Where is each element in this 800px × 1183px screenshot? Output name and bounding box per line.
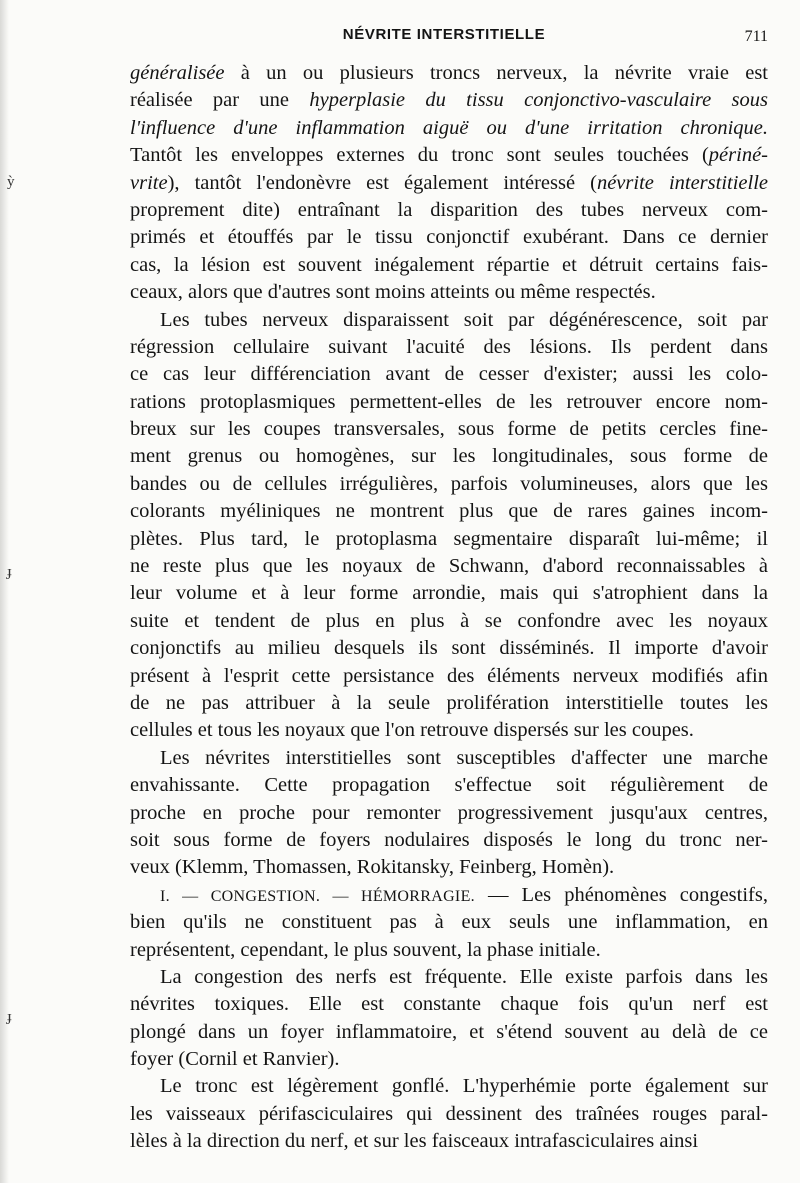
text-line (130, 142, 768, 169)
text-line (130, 389, 768, 416)
text-run: ), tantôt l'endonèvre est également intéressé ( (167, 171, 597, 194)
margin-mark: ɟ (7, 564, 12, 580)
section-heading: I. — CONGESTION. — HÉMORRAGIE. (160, 887, 475, 905)
text-line (130, 909, 768, 936)
text-line (130, 1046, 768, 1073)
text-line (130, 1019, 768, 1046)
text-run: Les névrites interstitielles sont susceptibles d'affecter une marche (160, 746, 768, 769)
text-run: foyer (Cornil et Ranvier). (130, 1048, 340, 1071)
text-run: cas, la lésion est souvent inégalement répartie et détruit certains fais- (130, 253, 768, 276)
text-line (130, 60, 768, 87)
text-line (130, 580, 768, 607)
text-line (130, 937, 768, 964)
text-line (130, 443, 768, 470)
text-line (130, 361, 768, 388)
text-run: proche en proche pour remonter progressivement jusqu'aux centres, (130, 801, 768, 824)
text-run: suite et tendent de plus en plus à se confondre avec les noyaux (130, 609, 768, 632)
text-run: représentent, cependant, le plus souvent, la phase initiale. (130, 938, 601, 961)
text-run: bandes ou de cellules irrégulières, parfois volumineuses, alors que les (130, 472, 768, 495)
text-line (130, 334, 768, 361)
body-text (130, 60, 768, 1156)
running-title: NÉVRITE INTERSTITIELLE (342, 26, 546, 43)
text-run: à un ou plusieurs troncs nerveux, la névrite vraie est (224, 62, 768, 84)
text-run: de ne pas attribuer à la seule prolifération interstitielle toutes les (130, 691, 768, 714)
margin-mark: ỳ (7, 174, 15, 190)
text-line (130, 827, 768, 854)
text-run: rations protoplasmiques permettent-elles de les retrouver encore nom- (130, 390, 768, 413)
text-line (130, 882, 768, 909)
text-run: ce cas leur différenciation avant de cesser d'exister; aussi les colo- (130, 363, 768, 386)
text-line (130, 224, 768, 251)
text-run: veux (Klemm, Thomassen, Rokitansky, Feinberg, Homèn). (130, 856, 615, 879)
text-line (130, 170, 768, 197)
text-run: Les tubes nerveux disparaissent soit par dégénérescence, soit par (160, 308, 768, 331)
text-line (130, 87, 768, 114)
running-header (120, 24, 768, 48)
text-run: réalisée par une (130, 89, 310, 112)
text-run: — Les phénomènes congestifs, (474, 883, 768, 906)
text-line (130, 991, 768, 1018)
text-run: primés et étouffés par le tissu conjonctif exubérant. Dans ce dernier (130, 226, 768, 249)
italic-run: périné- (708, 144, 768, 167)
text-line (130, 690, 768, 717)
text-line (130, 745, 768, 772)
text-line (130, 252, 768, 279)
text-run: régression cellulaire suivant l'acuité des lésions. Ils perdent dans (130, 335, 768, 358)
text-run: envahissante. Cette propagation s'effectue soit régulièrement de (130, 774, 768, 797)
italic-run: généralisée (130, 62, 225, 84)
text-line (130, 663, 768, 690)
italic-run: vrite (130, 171, 168, 194)
italic-run: l'influence d'une inflammation aiguë ou d'une irritation chronique. (130, 116, 768, 139)
text-run: proprement dite) entraînant la disparition des tubes nerveux com- (130, 198, 768, 221)
text-run: ment grenus ou homogènes, sur les longitudinales, sous forme de (130, 445, 768, 468)
text-line (130, 800, 768, 827)
text-run: présent à l'esprit cette persistance des éléments nerveux modifiés afin (130, 664, 768, 687)
text-run: bien qu'ils ne constituent pas à eux seuls une inflammation, en (130, 911, 768, 934)
text-run: lèles à la direction du nerf, et sur les faisceaux intrafasciculaires ainsi (130, 1130, 699, 1153)
text-run: plètes. Plus tard, le protoplasma segmentaire disparaît lui-même; il (130, 527, 768, 550)
text-run: cellules et tous les noyaux que l'on retrouve dispersés sur les coupes. (130, 719, 694, 742)
text-run: plongé dans un foyer inflammatoire, et s'étend souvent au delà de ce (130, 1020, 768, 1043)
page-number: 711 (744, 28, 768, 45)
text-run: les vaisseaux périfasciculaires qui dessinent des traînées rouges paral- (130, 1102, 768, 1125)
text-run: conjonctifs au milieu desquels ils sont disséminés. Il importe d'avoir (130, 637, 768, 660)
text-run: ne reste plus que les noyaux de Schwann, d'abord reconnaissables à (130, 555, 768, 578)
text-run: ceaux, alors que d'autres sont moins atteints ou même respectés. (130, 281, 656, 304)
text-run: colorants myéliniques ne montrent plus que de rares gaines incom- (130, 500, 768, 523)
text-run: breux sur les coupes transversales, sous forme de petits cercles fine- (130, 418, 768, 441)
text-line (130, 471, 768, 498)
text-run: La congestion des nerfs est fréquente. Elle existe parfois dans les (160, 965, 768, 988)
text-line (130, 608, 768, 635)
text-run: Tantôt les enveloppes externes du tronc sont seules touchées ( (130, 144, 709, 167)
text-line (130, 197, 768, 224)
text-line (130, 635, 768, 662)
text-line (130, 526, 768, 553)
margin-mark: ɟ (7, 1009, 12, 1025)
text-run: soit sous forme de foyers nodulaires disposés le long du tronc ner- (130, 828, 768, 851)
text-line (130, 1073, 768, 1100)
italic-run: névrite interstitielle (596, 171, 768, 194)
text-line (130, 115, 768, 142)
text-line (130, 854, 768, 881)
text-line (130, 1128, 768, 1155)
text-line (130, 307, 768, 334)
text-run: leur volume et à leur forme arrondie, mais qui s'atrophient dans la (130, 582, 768, 605)
text-line (130, 553, 768, 580)
text-line (130, 416, 768, 443)
text-line (130, 1101, 768, 1128)
italic-run: hyperplasie du tissu conjonctivo-vasculaire sous (309, 89, 768, 112)
text-line (130, 717, 768, 744)
text-line (130, 772, 768, 799)
text-run: névrites toxiques. Elle est constante chaque fois qu'un nerf est (130, 993, 768, 1016)
text-run: Le tronc est légèrement gonflé. L'hyperhémie porte également sur (160, 1075, 768, 1098)
text-line (130, 964, 768, 991)
text-line (130, 279, 768, 306)
text-line (130, 498, 768, 525)
